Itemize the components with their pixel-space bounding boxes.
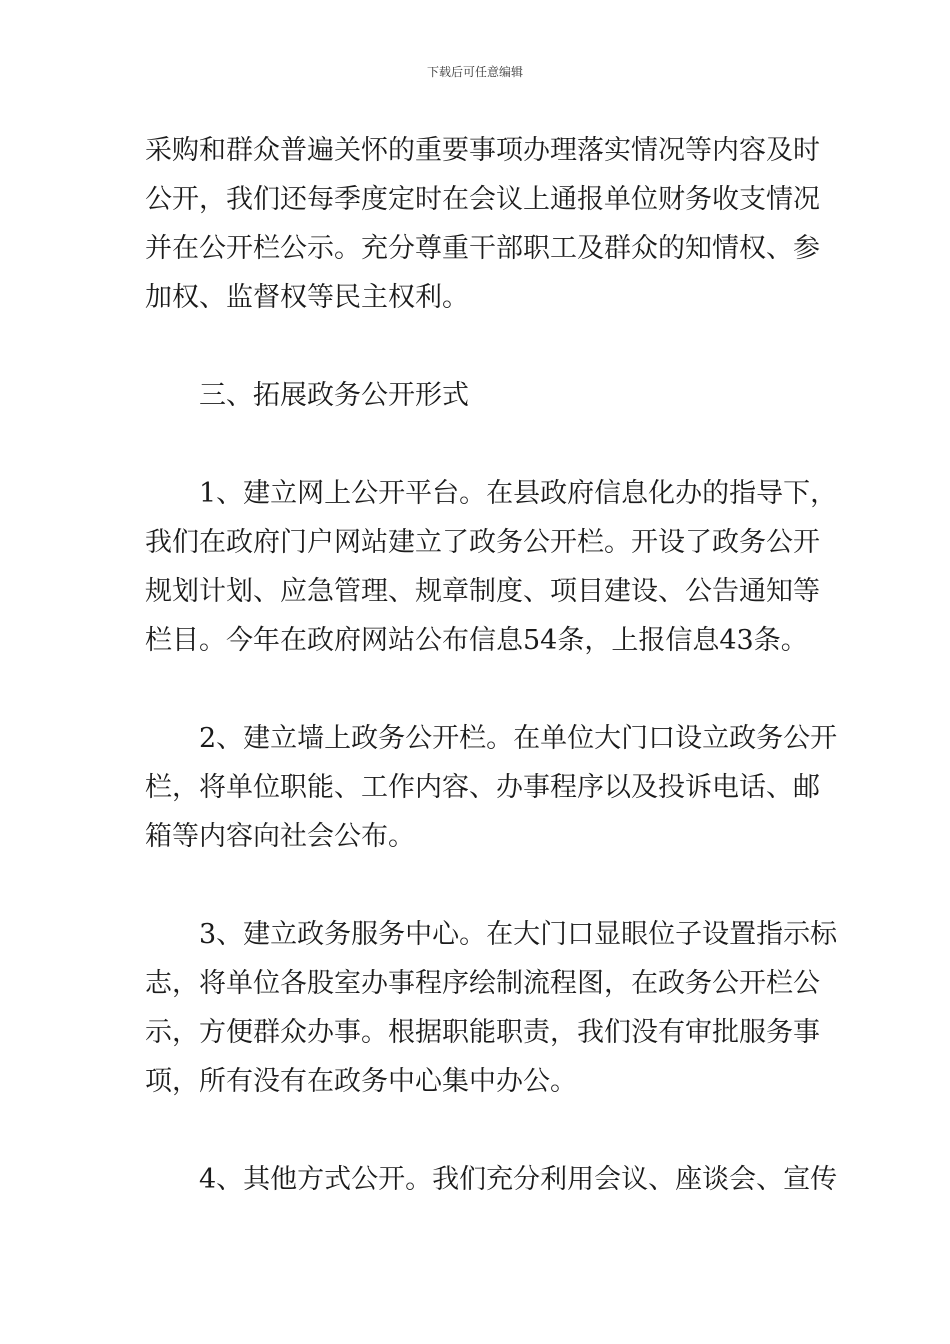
heading-line: 三、拓展政务公开形式 — [199, 380, 469, 411]
text-line: 箱等内容向社会公布。 — [145, 821, 415, 852]
paragraph-spacer — [145, 322, 810, 371]
paragraph — [145, 910, 838, 1106]
text-line: 4、其他方式公开。我们充分利用会议、座谈会、宣传 — [199, 1164, 838, 1195]
paragraph — [145, 714, 838, 861]
text-line: 志，将单位各股室办事程序绘制流程图，在政务公开栏公 — [145, 968, 820, 999]
text-line: 规划计划、应急管理、规章制度、项目建设、公告通知等 — [145, 576, 820, 607]
page-header: 下载后可任意编辑 — [426, 65, 523, 79]
paragraph — [145, 126, 820, 322]
paragraph-spacer — [145, 1106, 810, 1155]
text-line: 并在公开栏公示。充分尊重干部职工及群众的知情权、参 — [145, 233, 820, 264]
paragraph-spacer — [145, 861, 810, 910]
text-line: 项，所有没有在政务中心集中办公。 — [145, 1066, 577, 1097]
text-line: 采购和群众普遍关怀的重要事项办理落实情况等内容及时 — [145, 135, 820, 166]
text-line: 我们在政府门户网站建立了政务公开栏。开设了政务公开 — [145, 527, 820, 558]
text-line: 栏，将单位职能、工作内容、办事程序以及投诉电话、邮 — [145, 772, 820, 803]
text-line: 公开，我们还每季度定时在会议上通报单位财务收支情况 — [145, 184, 820, 215]
paragraph-spacer — [145, 665, 810, 714]
paragraph — [145, 1155, 838, 1204]
paragraph-spacer — [145, 420, 810, 469]
text-line: 示，方便群众办事。根据职能职责，我们没有审批服务事 — [145, 1017, 820, 1048]
text-line: 3、建立政务服务中心。在大门口显眼位子设置指示标 — [199, 919, 838, 950]
paragraph — [145, 469, 838, 665]
text-line: 加权、监督权等民主权利。 — [145, 282, 469, 313]
text-line: 栏目。今年在政府网站公布信息54条，上报信息43条。 — [145, 625, 808, 656]
text-line: 2、建立墙上政务公开栏。在单位大门口设立政务公开 — [199, 723, 838, 754]
text-line: 1、建立网上公开平台。在县政府信息化办的指导下， — [199, 478, 838, 509]
section-heading — [145, 371, 810, 420]
document-body — [145, 126, 838, 1204]
